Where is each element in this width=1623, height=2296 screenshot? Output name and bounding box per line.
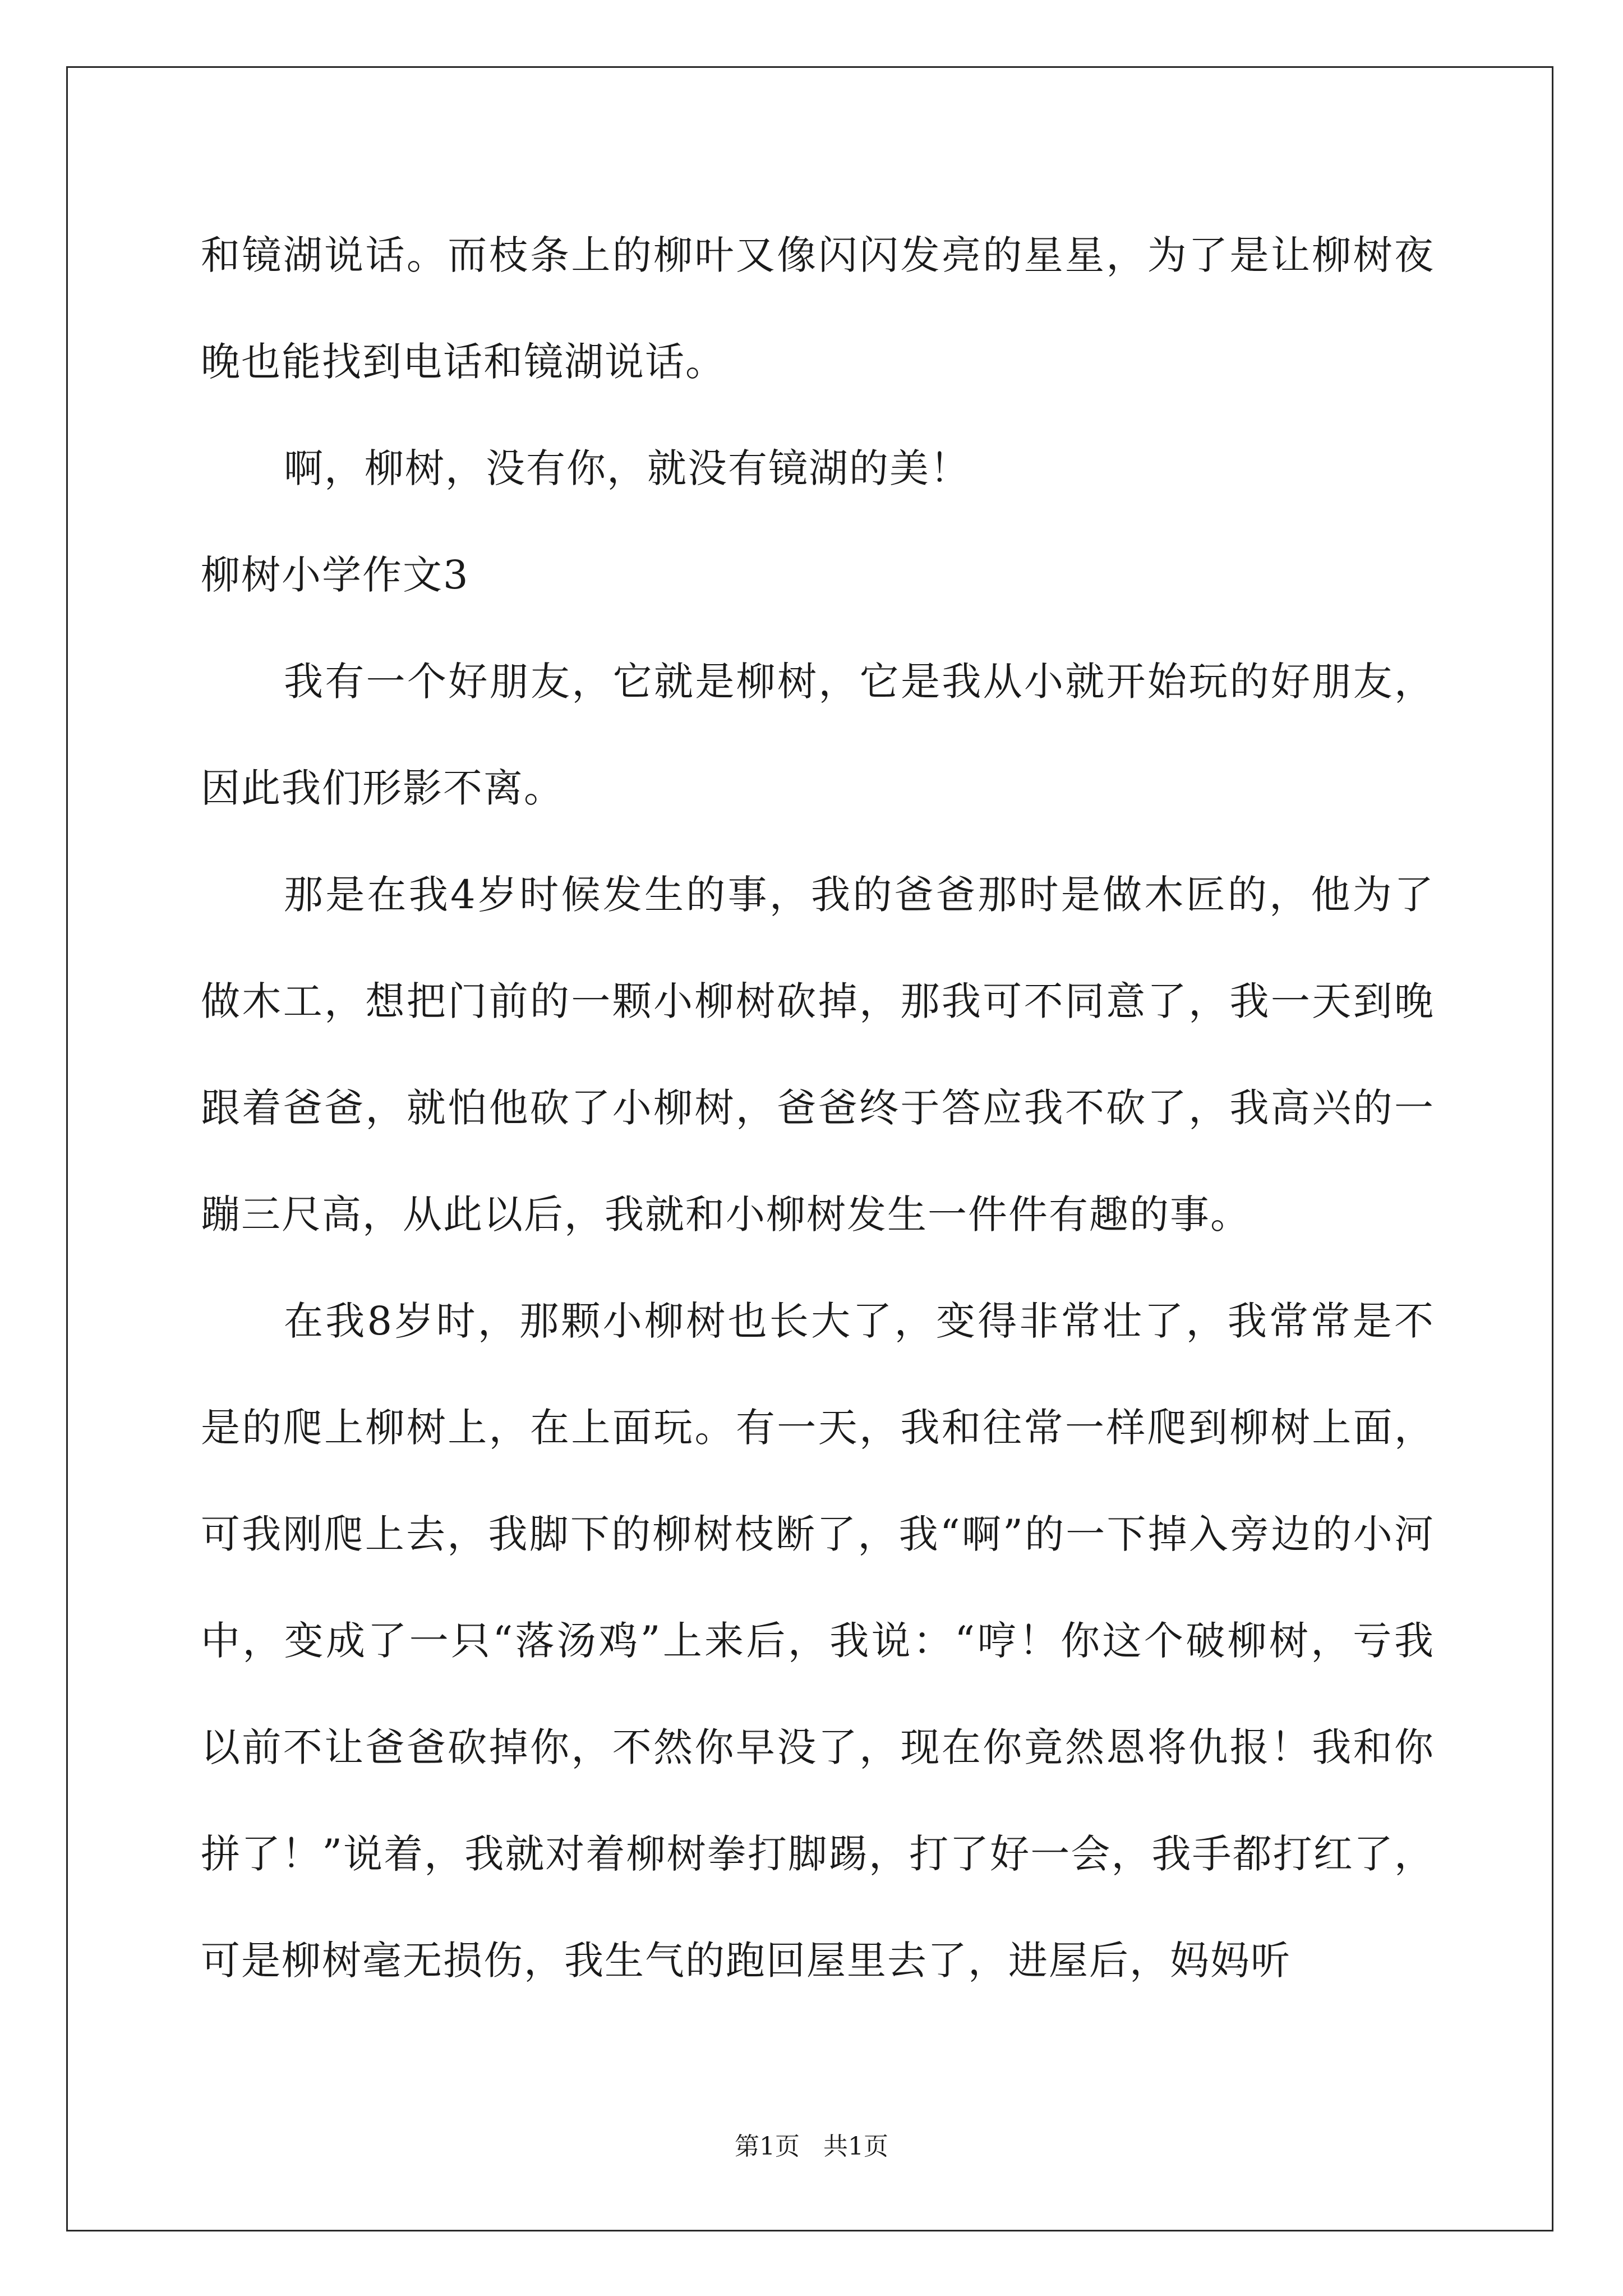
paragraph-5: 在我8岁时，那颗小柳树也长大了，变得非常壮了，我常常是不是的爬上柳树上，在上面玩。有一天，我和往常一样爬到柳树上面，可我刚爬上去，我脚下的柳树枝断了，我“啊”的一下掉入旁边的小河中，变成了一只“落汤鸡”上来后，我说：“哼！你这个破柳树，亏我以前不让爸爸砍掉你，不然你早没了，现在你竟然恩将仇报！我和你拼了！”说着，我就对着柳树拳打脚踢，打了好一会，我手都打红了，可是柳树毫无损伤，我生气的跑回屋里去了，进屋后，妈妈听 bbox=[201, 1298, 1435, 1984]
paragraph-3: 我有一个好朋友，它就是柳树，它是我从小就开始玩的好朋友，因此我们形影不离。 bbox=[201, 659, 1435, 811]
section-heading: 柳树小学作文3 bbox=[201, 552, 469, 598]
page-footer bbox=[0, 2126, 1623, 2162]
paragraph-4: 那是在我4岁时候发生的事，我的爸爸那时是做木匠的，他为了做木工，想把门前的一颗小柳树砍掉，那我可不同意了，我一天到晚跟着爸爸，就怕他砍了小柳树，爸爸终于答应我不砍了，我高兴的一蹦三尺高，从此以后，我就和小柳树发生一件件有趣的事。 bbox=[201, 872, 1435, 1237]
page-number: 第1页 bbox=[735, 2132, 800, 2161]
paragraph-1: 和镜湖说话。而枝条上的柳叶又像闪闪发亮的星星，为了是让柳树夜晚也能找到电话和镜湖说话。 bbox=[201, 232, 1435, 385]
paragraph-2: 啊，柳树，没有你，就没有镜湖的美！ bbox=[284, 445, 970, 491]
page-total: 共1页 bbox=[823, 2132, 888, 2161]
document-body bbox=[201, 202, 1435, 2014]
